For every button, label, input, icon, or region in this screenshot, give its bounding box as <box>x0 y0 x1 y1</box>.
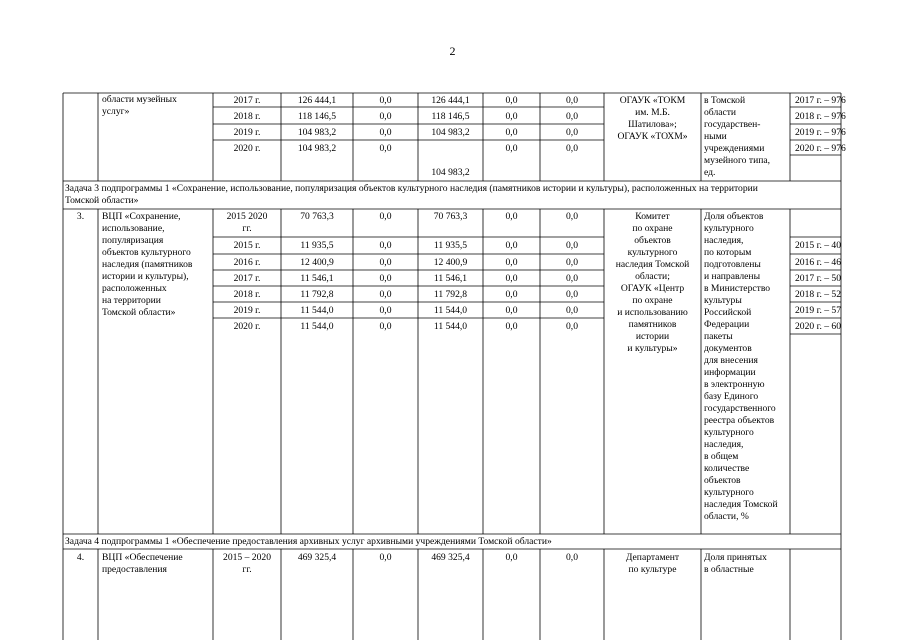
period-cell: 2015 2020 гг. <box>226 211 268 234</box>
local-cell: 0,0 <box>505 211 518 222</box>
total-cell: 70 763,3 <box>300 211 334 222</box>
regional-cell: 126 444,1 <box>431 95 470 106</box>
total-cell: 469 325,4 <box>297 552 337 563</box>
federal-cell: 0,0 <box>379 289 392 300</box>
federal-cell: 0,0 <box>379 552 392 563</box>
local-cell: 0,0 <box>505 127 518 138</box>
other-cell: 0,0 <box>566 143 578 154</box>
year-cell: 2019 г. <box>233 305 261 316</box>
federal-cell: 0,0 <box>379 127 392 138</box>
federal-cell: 0,0 <box>379 240 392 251</box>
year-cell: 2017 г. <box>233 273 261 284</box>
program-name-cell: ВЦП «Сохранение, использование, популяризация объектов культурного наследия (памятников истории и культуры), расположенных на территории Томской области» <box>102 211 193 318</box>
year-cell: 2020 г. <box>233 321 261 332</box>
target-cell: 2017 г. – 976 <box>795 95 846 106</box>
regional-cell: 104 983,2 <box>431 167 470 178</box>
regional-cell: 11 792,8 <box>433 289 468 300</box>
regional-cell: 12 400,9 <box>433 257 468 268</box>
target-cell: 2019 г. – 976 <box>795 127 846 138</box>
total-cell: 11 935,5 <box>300 240 334 251</box>
other-cell: 0,0 <box>566 95 578 106</box>
local-cell: 0,0 <box>505 321 518 332</box>
federal-cell: 0,0 <box>379 143 392 154</box>
target-cell: 2018 г. – 52 <box>795 289 842 300</box>
regional-cell: 104 983,2 <box>431 127 470 138</box>
row-number: 4. <box>76 552 85 563</box>
total-cell: 118 146,5 <box>297 111 337 122</box>
other-cell: 0,0 <box>566 111 578 122</box>
target-cell: 2018 г. – 976 <box>795 111 846 122</box>
row-number: 3. <box>76 211 85 222</box>
local-cell: 0,0 <box>505 143 518 154</box>
total-cell: 11 544,0 <box>300 321 334 332</box>
local-cell: 0,0 <box>505 273 518 284</box>
federal-cell: 0,0 <box>379 273 392 284</box>
page-number: 2 <box>449 44 456 58</box>
year-cell: 2016 г. <box>233 257 261 268</box>
federal-cell: 0,0 <box>379 95 392 106</box>
other-cell: 0,0 <box>566 240 578 251</box>
other-cell: 0,0 <box>566 305 578 316</box>
local-cell: 0,0 <box>505 257 518 268</box>
total-cell: 11 546,1 <box>300 273 334 284</box>
other-cell: 0,0 <box>566 127 578 138</box>
federal-cell: 0,0 <box>379 305 392 316</box>
indicator-cell: в Томской области государствен- ными учреждениями музейного типа, ед. <box>704 95 770 178</box>
year-cell: 2018 г. <box>233 289 261 300</box>
total-cell: 104 983,2 <box>297 127 337 138</box>
target-cell: 2020 г. – 976 <box>795 143 846 154</box>
other-cell: 0,0 <box>566 257 578 268</box>
regional-cell: 11 544,0 <box>433 305 468 316</box>
year-cell: 2018 г. <box>233 111 261 122</box>
federal-cell: 0,0 <box>379 257 392 268</box>
total-cell: 104 983,2 <box>297 143 337 154</box>
total-cell: 126 444,1 <box>297 95 337 106</box>
task-3-header: Задача 3 подпрограммы 1 «Сохранение, использование, популяризация объектов культурного наследия (памятников истории и культуры), расположенных на территории Томской области» <box>65 183 758 206</box>
federal-cell: 0,0 <box>379 321 392 332</box>
other-cell: 0,0 <box>566 552 578 563</box>
regional-cell: 118 146,5 <box>431 111 470 122</box>
executor-cell: Комитет по охране объектов культурного наследия Томской области; ОГАУК «Центр по охране и использованию памятников истории и культуры» <box>615 211 690 354</box>
year-cell: 2015 г. <box>233 240 261 251</box>
year-cell: 2019 г. <box>233 127 261 138</box>
program-name-cell: области музейных услуг» <box>102 94 177 117</box>
regional-cell: 70 763,3 <box>433 211 468 222</box>
total-cell: 11 544,0 <box>300 305 334 316</box>
other-cell: 0,0 <box>566 211 578 222</box>
regional-cell: 469 325,4 <box>431 552 470 563</box>
regional-cell: 11 544,0 <box>433 321 468 332</box>
program-name-cell: ВЦП «Обеспечение предоставления <box>102 552 183 575</box>
local-cell: 0,0 <box>505 95 518 106</box>
indicator-cell: Доля объектов культурного наследия, по которым подготовлены и направлены в Министерство культуры Российской Федерации пакеты документов для внесения информации в электронную базу Единого государственного реестра объектов культурного наследия, в общем количестве объектов культурного наследия Томской области, % <box>704 211 778 522</box>
target-cell: 2019 г. – 57 <box>795 305 842 316</box>
local-cell: 0,0 <box>505 289 518 300</box>
other-cell: 0,0 <box>566 321 578 332</box>
year-cell: 2017 г. <box>233 95 261 106</box>
total-cell: 11 792,8 <box>300 289 334 300</box>
target-cell: 2015 г. – 40 <box>795 240 842 251</box>
target-cell: 2020 г. – 60 <box>795 321 842 332</box>
regional-cell: 11 546,1 <box>433 273 468 284</box>
executor-cell: ОГАУК «ТОКМ им. М.Б. Шатилова»; ОГАУК «ТОХМ» <box>617 95 688 142</box>
total-cell: 12 400,9 <box>300 257 334 268</box>
target-cell: 2016 г. – 46 <box>795 257 842 268</box>
federal-cell: 0,0 <box>379 111 392 122</box>
indicator-cell: Доля принятых в областные <box>704 552 767 575</box>
task-4-header: Задача 4 подпрограммы 1 «Обеспечение предоставления архивных услуг архивными учреждениями Томской области» <box>65 536 552 547</box>
period-cell: 2015 – 2020 гг. <box>223 552 271 575</box>
target-cell: 2017 г. – 50 <box>795 273 842 284</box>
year-cell: 2020 г. <box>233 143 261 154</box>
federal-cell: 0,0 <box>379 211 392 222</box>
other-cell: 0,0 <box>566 289 578 300</box>
local-cell: 0,0 <box>505 111 518 122</box>
executor-cell: Департамент по культуре <box>625 552 680 575</box>
local-cell: 0,0 <box>505 552 518 563</box>
other-cell: 0,0 <box>566 273 578 284</box>
local-cell: 0,0 <box>505 240 518 251</box>
local-cell: 0,0 <box>505 305 518 316</box>
regional-cell: 11 935,5 <box>433 240 468 251</box>
